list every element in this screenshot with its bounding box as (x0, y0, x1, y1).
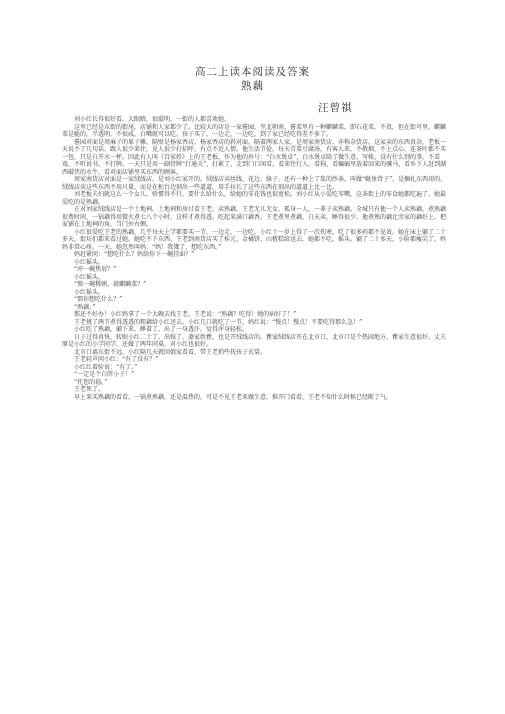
paragraph: 小红红着脸说：“有了。” (74, 363, 138, 371)
paragraph: 王老挑了两节煮得透透的粗藕给小红送去。小红几口就吃了一节，妈红说：“慢点！慢点！不要吃得那么急！” (74, 318, 363, 326)
paragraph: “冲一碗焦屑？” (74, 266, 117, 273)
article-body (62, 116, 450, 401)
paragraph: 那还不好办！小红妈拿了一个大碗去找王老，王老说：“熟藕？吃得！她的病好了！” (74, 311, 297, 318)
paragraph: 刘小红长得很好看，大眼睛，很聪明，一街的人都喜欢她。 (74, 116, 231, 123)
paragraph: “一定是个白胖小子！” (74, 371, 135, 378)
paragraph: 正对刘家绒线店是一个土地祠。土地祠和房甘看王老，卖熟藕。王老无儿无女，孤身一人，一辈子卖熟藕。全城只有他一个人卖熟藕。煮熟藕很费时间，一锅藕得用微火煮七八个小时，这样才煮得透。吃起来满口藕香。王老煮里煮藕，白天卖，睡得很少。他煮熟的藕比旁家的藕好上。把家铺在土地祠的角，当门外右侧。 (62, 206, 447, 228)
paragraph: 酱园对面是周麻子的果子摊。隔壁是杨家香店。杨家香店的斜对面，隔着两家人家，是周家南货店，亦称杂货店。这家卖的东西真杂，老板一天说不了几句话，跟人很少来往，见人很少打招呼，有点不近人情。他生活节俭，每天青菜豆腐汤，有客人来，不敬烟，不上点心，连茶叶都不买一包，只是白开水一杯。因此有人叫《百家姓》上的王老板，作为他的外号：“白水煲卓”，白水煲卓除了做生意，写帐，没有什么别的事。不看戏，不听说书，不打牌。一天只是用一副骨牌“打通关”，打累了，走到门口闲看，看来往行人，看狗，看蝙蝠里放着回来的骡马，看乡下人赶到湖西破伏的水牛，看对面店铺里买东西的顾客。 (62, 138, 447, 176)
paragraph: 这里已经是东街的街尾，店铺和人家都少了。比较大的店是一家酱园，坐北朝南，酱菜里有一种麒麟菜，即石花菜，不贵，但在街可里。麒麟菜是脆的，半透明，不很咸，白嘴就可以吃。孩子买了，一边走，一边吃，到了家已经吃得差不多了。 (62, 123, 447, 138)
paragraph: 北市口离东街不远，小红隔几天就回娘家看看，带王老捎些抚孩子衣裳。 (74, 348, 267, 356)
paragraph: 刘老板夫妇就这么一个女儿，娇惯得不行，要什么给什么，给她的零花钱也很宽松。刘小红从小爱吃零嘴，这条街上的零食她都吃遍了。她最爱吃的是熟藕。 (62, 191, 447, 206)
paragraph: 小红吃了熟藕，躺下来，睡着了，出了一身透汗，觉得浑身轻松。 (74, 326, 249, 333)
paragraph: 小红摇头。 (74, 258, 105, 266)
author-name: 汪曾祺 (318, 102, 353, 114)
paragraph: “熬一碗稀粥，就麒麟菜？” (74, 281, 147, 288)
paragraph: 王老死了。 (74, 386, 105, 393)
paragraph: 小红很爱吃王老的熟藕，几乎每天上学都要买一节，一边走，一边吃。小红十一岁上得了一次伤寒，吃了很多药都不见效。她在床上躺了二十多天，街坊们都来看过她。她吃不下东西。王老到南货店买了桂元、金橘饼、山楂糕给送去，她都不吃，摇头。躺了二十多天，小脸都瘦尖了，妈妈非常心疼。一天，她忽然叫妈：“妈！我饿了，想吃东西。” (62, 228, 447, 251)
paragraph: 小红摇头。 (74, 273, 105, 281)
paragraph: “那你想吃什么？” (74, 296, 123, 303)
paragraph: “托您的福。” (74, 378, 108, 386)
paragraph: “熟藕。” (74, 303, 96, 311)
paragraph: 王老轻声问小红：“有了没有？” (74, 356, 159, 363)
article-title: 熟藕 (241, 80, 264, 92)
paragraph: 日子过得真快，转眼小红二十了，出嫁了，婆家姓瞿，也是开绒线店的。瞿家绒线店开在北市口，北市口是个热闹地方，瞿家生意很好。丈夫原是小红的小学同学，还做了两年同桌，对小红也很好。 (62, 333, 447, 348)
paragraph: 早上来买熟藕的看看，一锅煮熟藕，还是温热的，可是不见王老来做生意，推开门看看，王老不知什么时候已经断了气。 (74, 393, 393, 401)
paragraph: 妈赶紧问：“想吃什么？妈给你下一碗挂面？” (74, 251, 195, 258)
paragraph: 周家南货店对面是一家绒线店，是刘小红家开的。绒线店卖丝线、花边、绦子，还有一种上了浆的纱条，叫做“鲢鱼骨子”，是捆扎东西用的。绒线店卖这些东西不用尺量，而是在柜台边刻出一些道道，用手拉长了这些东西在刻出的道道上比一比。 (62, 176, 447, 191)
document-title: 高二上读本阅读及答案 (195, 66, 310, 78)
paragraph: 小红摇头。 (74, 288, 105, 296)
